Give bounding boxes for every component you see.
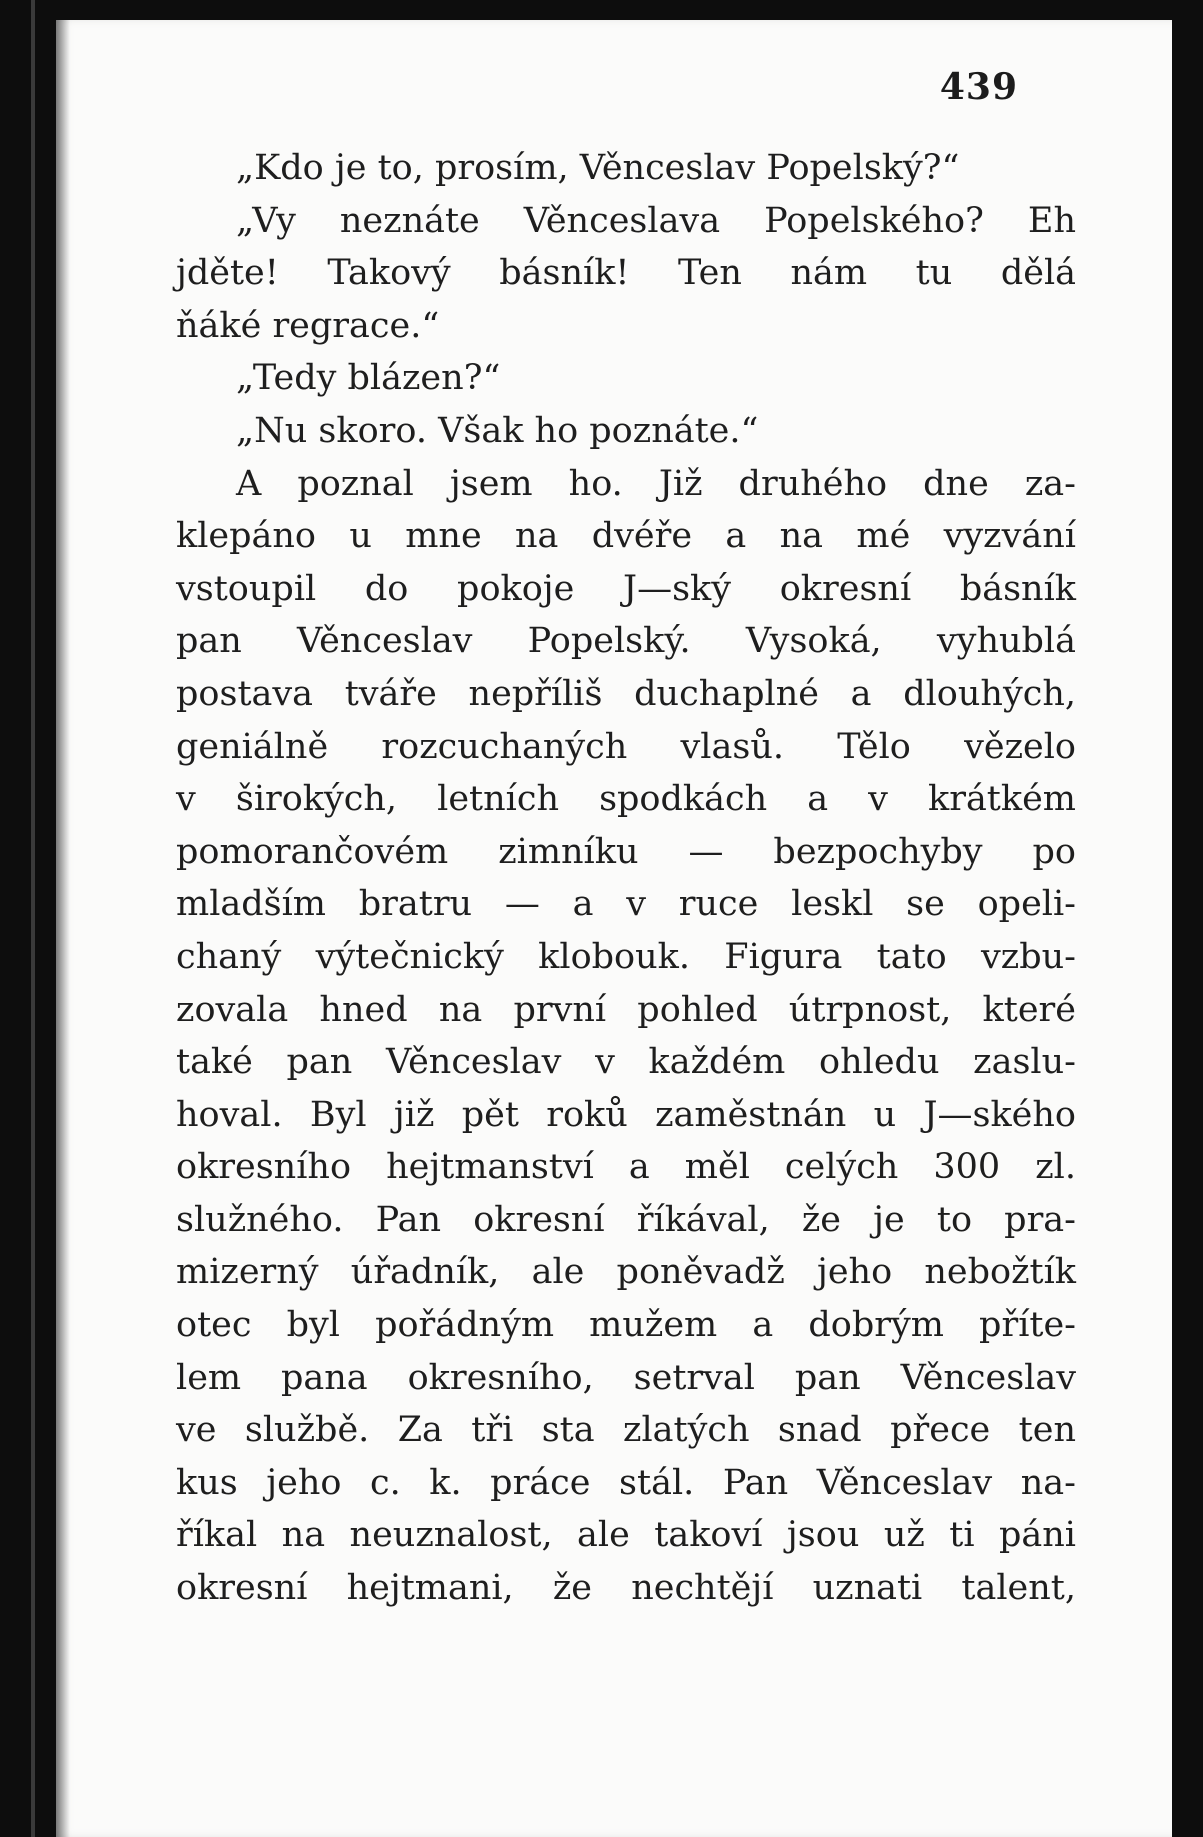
text-line: pomorančovém zimníku — bezpochyby po — [176, 831, 1076, 872]
text-line: „Vy neznáte Věnceslava Popelského? Eh — [236, 200, 1076, 241]
text-line: pan Věnceslav Popelský. Vysoká, vyhublá — [176, 621, 1076, 662]
text-line: říkal na neuznalost, ale takoví jsou už ti páni — [176, 1515, 1076, 1556]
text-line: otec byl pořádným mužem a dobrým přítе- — [176, 1305, 1076, 1346]
text-line: služného. Pan okresní říkával, že je to pra- — [176, 1199, 1076, 1240]
book-page — [56, 20, 1172, 1837]
page-number: 439 — [939, 66, 1018, 108]
text-line: A poznal jsem ho. Již druhého dne za- — [236, 463, 1076, 504]
text-line: mizerný úřadník, ale poněvadž jeho nebožtík — [176, 1252, 1076, 1293]
text-line: chaný výtečnický klobouk. Figura tato vzbu- — [176, 936, 1076, 977]
text-line: v širokých, letních spodkách a v krátkém — [176, 779, 1076, 820]
text-line: vstoupil do pokoje J—ský okresní básník — [176, 568, 1076, 609]
text-line: jděte! Takový básník! Ten nám tu dělá — [176, 253, 1076, 294]
body-text — [176, 142, 1076, 1615]
gutter-shadow — [56, 20, 70, 1837]
text-line: „Tedy blázen?“ — [236, 358, 501, 399]
text-line: hoval. Byl již pět roků zaměstnán u J—ského — [176, 1094, 1076, 1135]
text-line: klepáno u mne na dvéře a na mé vyzvání — [176, 516, 1076, 557]
text-line: také pan Věnceslav v každém ohledu zaslu- — [176, 1042, 1076, 1083]
text-line: postava tváře nepříliš duchaplné a dlouhých, — [176, 673, 1076, 714]
text-line: ňáké regrace.“ — [176, 305, 440, 346]
text-line: geniálně rozcuchaných vlasů. Tělo vězelo — [176, 726, 1076, 767]
text-line: „Kdo je to, prosím, Věnceslav Popelský?“ — [236, 148, 960, 188]
text-line: zovala hned na první pohled útrpnost, které — [176, 989, 1076, 1030]
text-line: lem pana okresního, setrval pan Věnceslav — [176, 1357, 1076, 1398]
text-line: „Nu skoro. Však ho poznáte.“ — [236, 410, 759, 451]
text-line: okresní hejtmani, že nechtějí uznati talent, — [176, 1568, 1076, 1609]
text-line: ve službě. Za tři sta zlatých snad přece ten — [176, 1410, 1076, 1451]
text-line: mladším bratru — a v ruce leskl se opeli- — [176, 884, 1076, 925]
binding-edge — [31, 0, 35, 1837]
text-line: kus jeho c. k. práce stál. Pan Věnceslav na- — [176, 1462, 1076, 1503]
text-line: okresního hejtmanství a měl celých 300 zl. — [176, 1147, 1076, 1188]
